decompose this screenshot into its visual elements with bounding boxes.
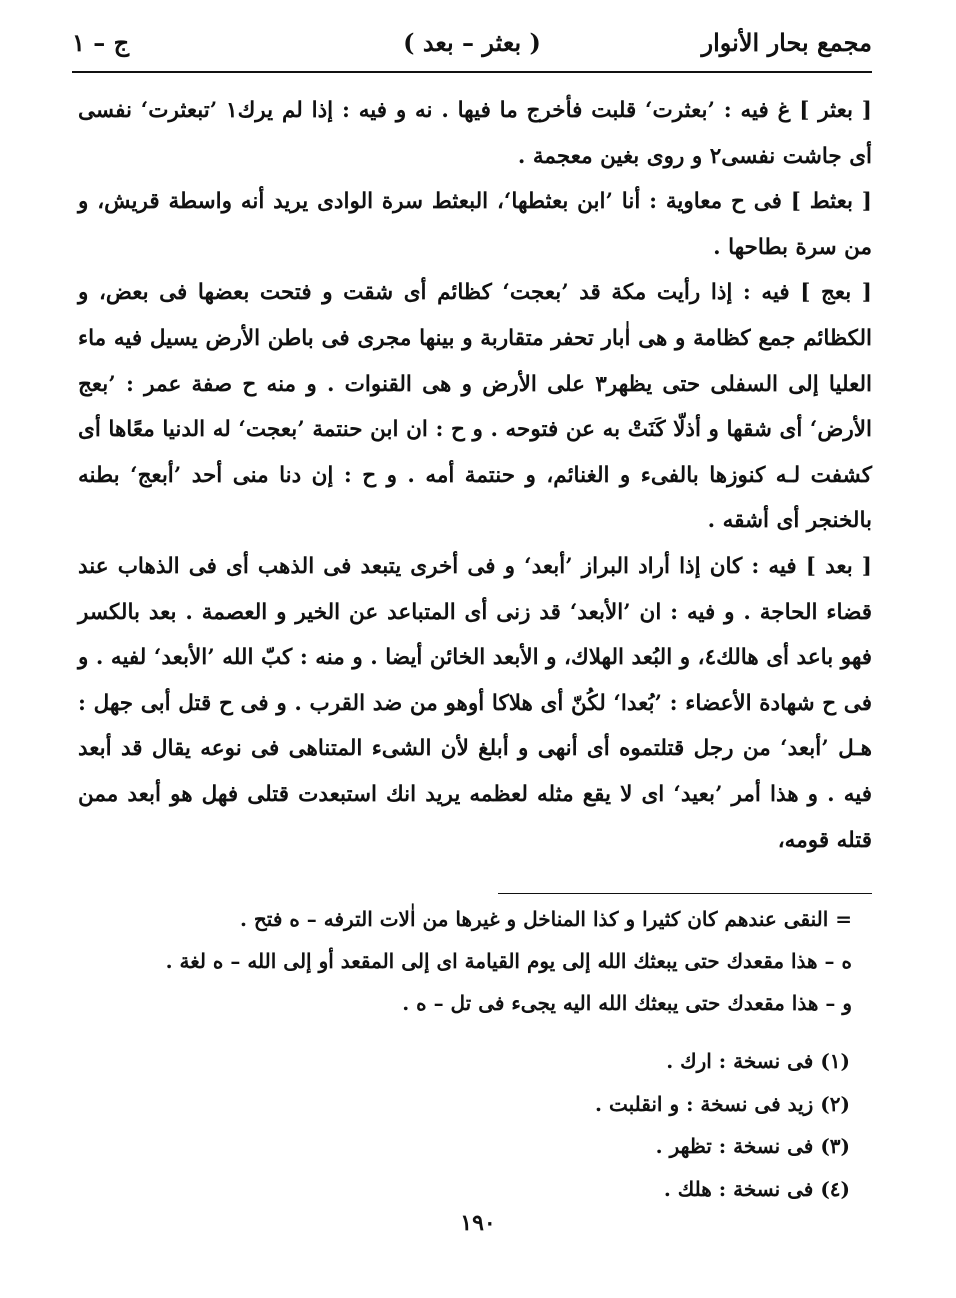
entry-text: غ فيه : ’بعثرت‘ قلبت فأخرج ما فيها . نه و فيه : إذا لم يرك١ ’تبعثرت‘ نفسى أى جاشت نفسى٢ و روى بغين معجمة . <box>78 98 872 169</box>
variant-note: (٢) زيد فى نسخة : و انقلبت . <box>595 1091 850 1116</box>
running-header <box>72 22 872 66</box>
entry-lemma: [ بعثط ] <box>790 189 872 215</box>
entry <box>78 88 872 179</box>
variant-note: (١) فى نسخة : ارك . <box>666 1049 850 1073</box>
entry-text: فيه : إذا رأيت مكة قد ’بعجت‘ كظائم أى شقت و فتحت بعضها فى بعض، و الكظائم جمع كظامة و هى اٰبار تحفر متقاربة و بينها مجرى فى باطن الأرض يسيل فيه ماء العليا إلى السفلى حتى يظهر٣ على الأرض و هى القنوات . و منه ح صفة عمر : ’بعج الأرض‘ أى شقها و أذلّا كَنَتْ به عن فتوحه . و ح : ان ابن حنتمة ’بعجت‘ له الدنيا معًاها أى كشفت لـه كنوزها بالفىء و الغنائم، و حنتمة أمه . و ح : إن دنا منى أحد ’أبعج‘ بطنه بالخنجر أى أشقه . <box>78 280 872 534</box>
entry-lemma: [ بعج ] <box>800 280 872 306</box>
entry <box>78 179 872 270</box>
footnote-separator <box>498 893 872 894</box>
continued-note: = النقى عندهم كان كثيرا و كذا المناخل و غيرها من اٰلات الترفه – ه فتح . <box>239 907 852 931</box>
header-rule <box>72 71 872 73</box>
variant-note: (٤) فى نسخة : هلك . <box>663 1176 850 1201</box>
continued-notes <box>96 898 852 1024</box>
entry-text: فيه : كان إذا أراد البراز ’أبعد‘ و فى أخرى يتبعد فى الذهب أى فى الذهاب عند قضاء الحاجة . و فيه : ان ’الأبعد‘ قد زنى أى المتباعد عن الخير و العصمة . بعد بالكسر فهو باعد أى هالك٤، و البُعد الهلاك، و الأبعد الخائن أيضا . و منه : كبّ الله ’الأبعد‘ لفيه . و فى ح شهادة الأعضاء : ’بُعدا‘ لكُنّ أى هلاكا أوهو من ضد القرب . و فى ح قتل أبى جهل : هـل ’أبعد‘ من رجل قتلتموه أى أنهى و أبلغ لأن الشىء المتناهى فى نوعه يقال قد أبعد فيه . و هذا أمر ’بعيد‘ اى لا يقع مثله لعظمه يريد انك استبعدت قتلى فهل هو أبعد ممن قتله قومه، <box>78 553 873 853</box>
page-number: ١٩٠ <box>460 1210 496 1236</box>
volume-number: ج – ١ <box>72 28 130 57</box>
entry-text: فى ح معاوية : أنا ’ابن بعثطها‘، البعثط سرة الوادى يريد أنه واسطة قريش، و من سرة بطاحها . <box>78 189 872 260</box>
continued-note: و – هذا مقعدك حتى يبعثك الله اليه يجىء فى تل – ه . <box>402 991 852 1015</box>
main-text <box>78 88 872 863</box>
continued-note: ه – هذا مقعدك حتى يبعثك الله إلى يوم القيامة اى إلى المقعد أو إلى الله – ه لغة . <box>165 949 852 973</box>
entry <box>78 544 872 863</box>
entry-lemma: [ بعد ] <box>805 553 872 579</box>
variant-notes <box>96 1040 850 1210</box>
entry <box>78 270 872 544</box>
section-range: ( بعثر – بعد ) <box>403 28 541 57</box>
variant-note: (٣) فى نسخة : تظهر . <box>655 1134 850 1158</box>
entry-lemma: [ بعثر ] <box>799 98 872 123</box>
book-title: مجمع بحار الأنوار <box>701 28 872 57</box>
